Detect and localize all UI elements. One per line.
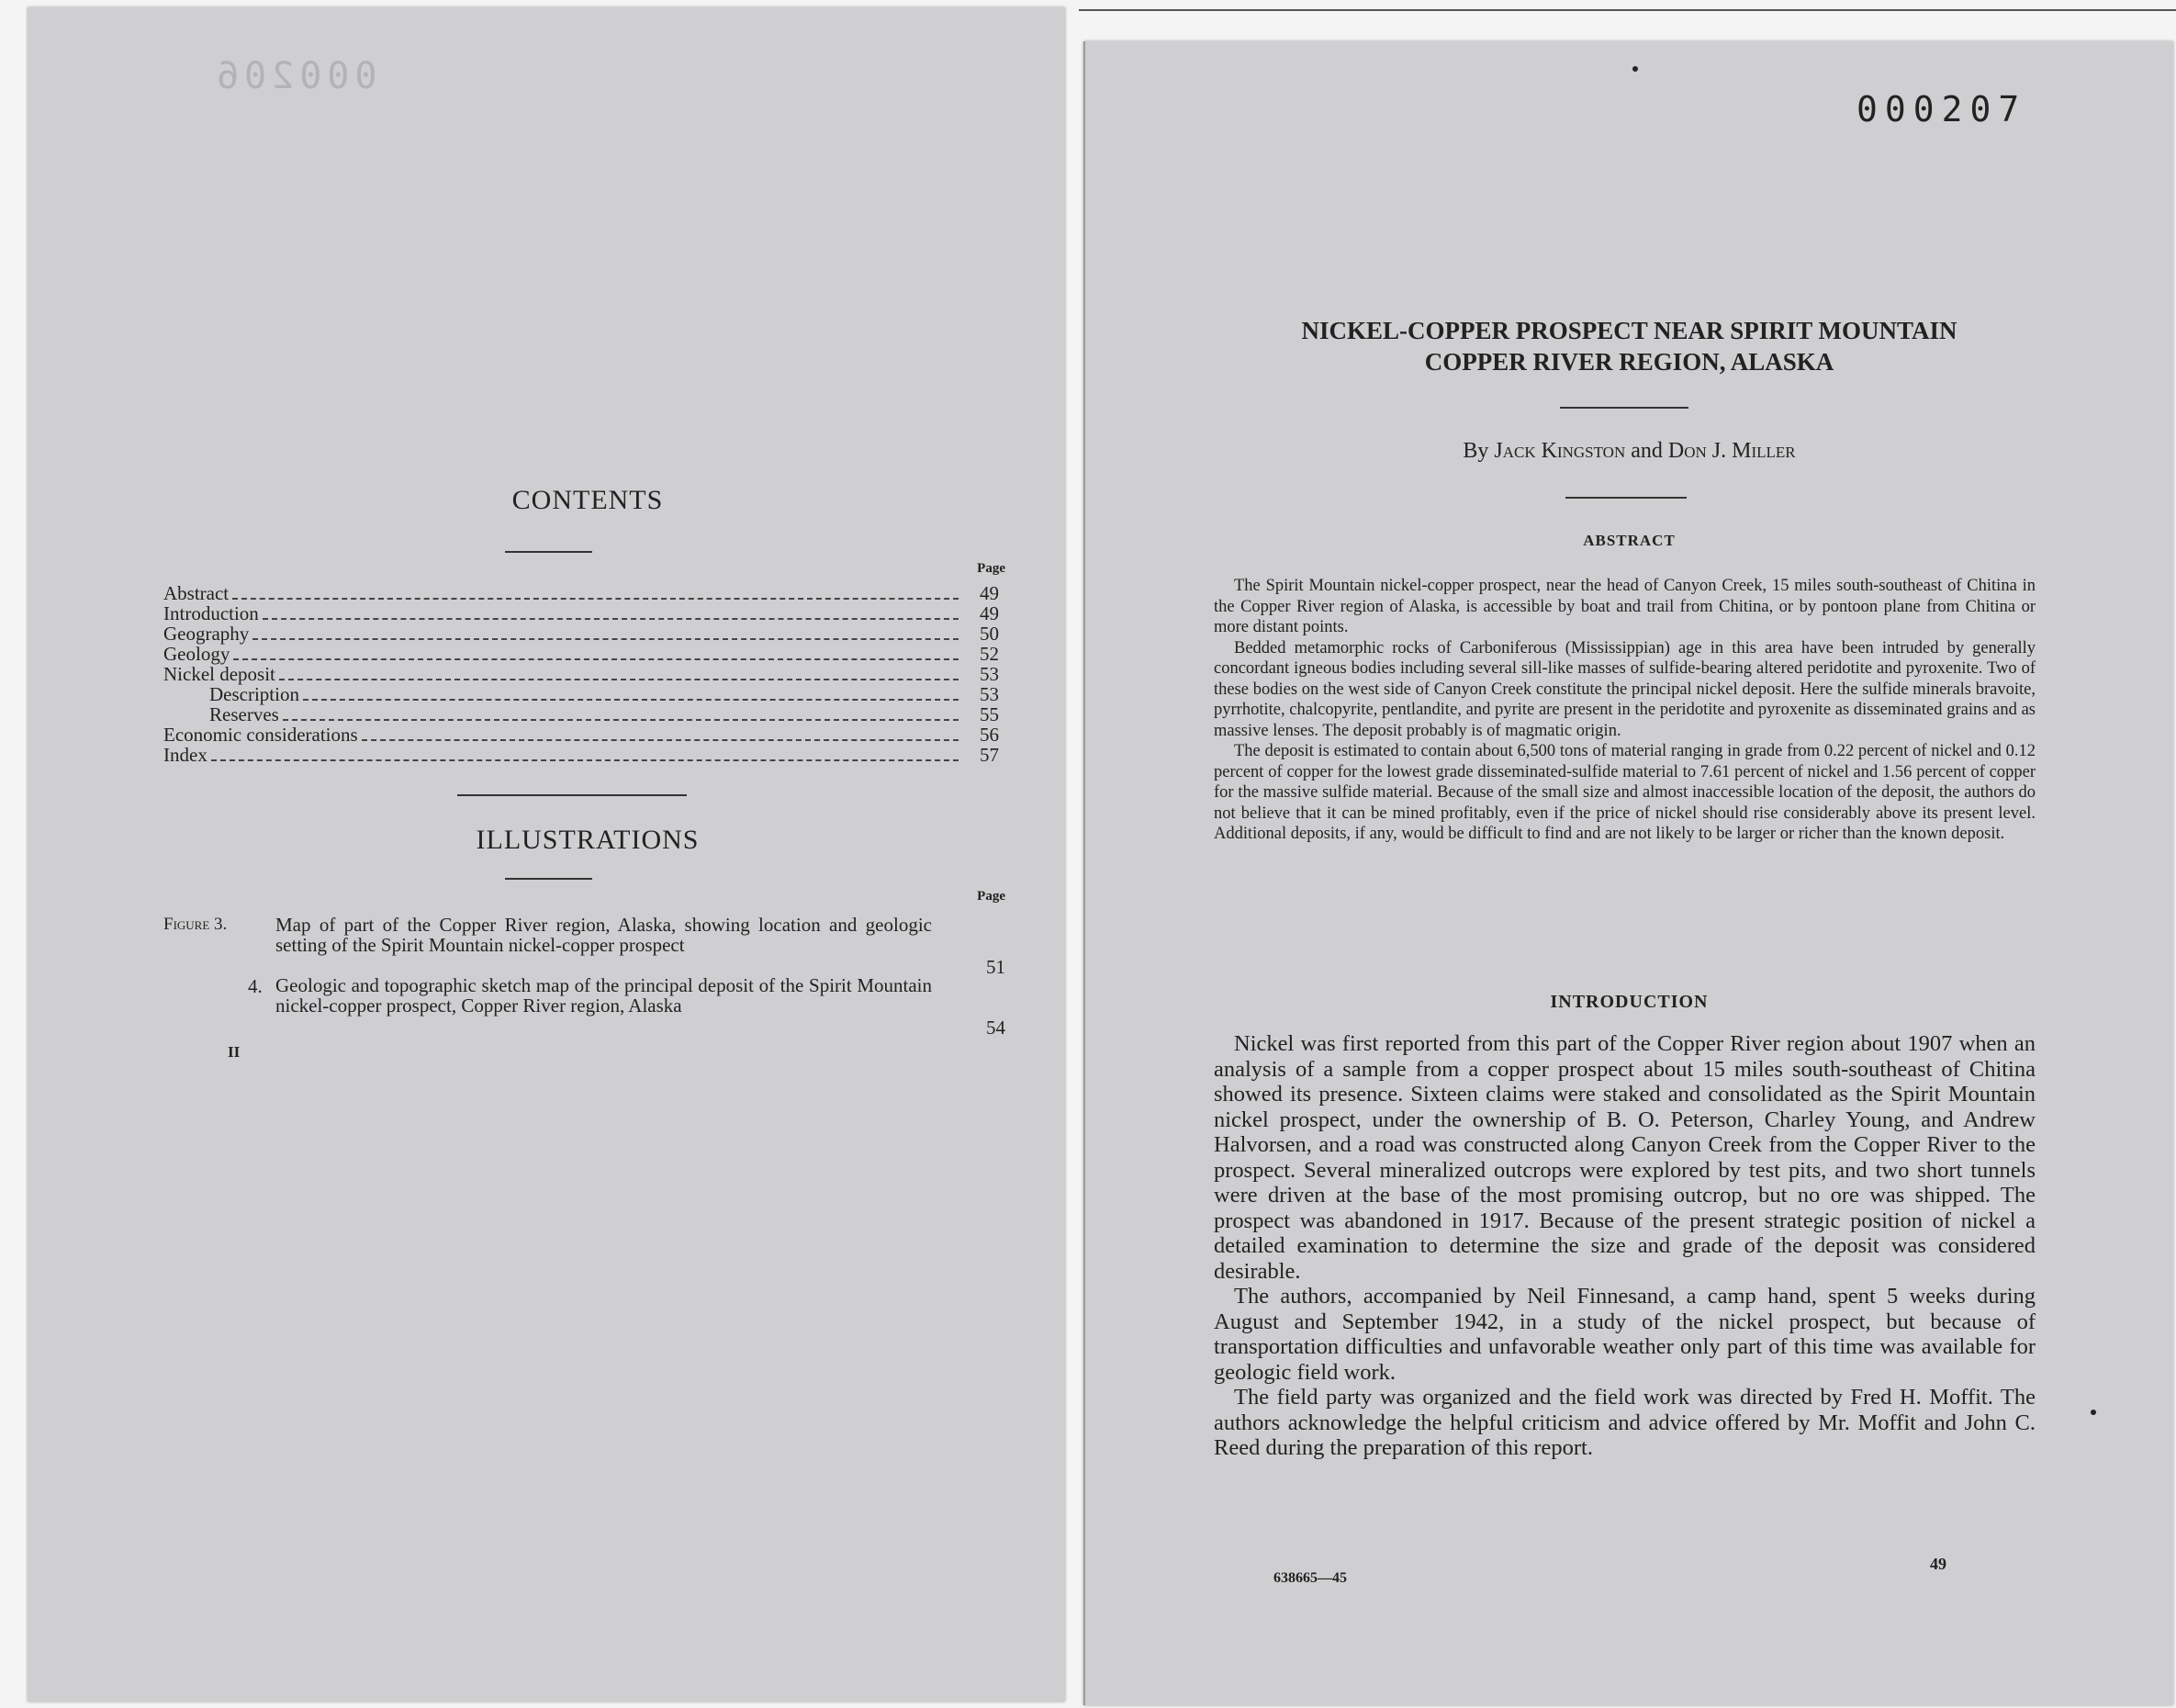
toc-leader [252, 638, 959, 640]
toc-entry [163, 645, 999, 666]
toc-entry-page: 57 [980, 744, 999, 766]
toc-entry-label: Description [209, 683, 299, 705]
folio: II [228, 1043, 241, 1061]
abstract-paragraph: The Spirit Mountain nickel-copper prospect, near the head of Canyon Creek, 15 miles south-southeast of Chitina in the Copper River region of Alaska, is accessible by boat and trail from Chitina, or by pontoon plane from Chitina or more distant points. [1214, 577, 2036, 636]
toc-entry-label: Economic considerations [163, 724, 358, 746]
author-1: Jack Kingston [1494, 439, 1626, 463]
toc-entry-page: 50 [980, 623, 999, 645]
ink-dot [1632, 66, 1638, 72]
toc-entry-page: 49 [980, 582, 999, 604]
introduction-heading: INTRODUCTION [1550, 992, 1709, 1012]
article-title-line2: COPPER RIVER REGION, ALASKA [1424, 348, 1834, 376]
page-number: 49 [1930, 1555, 1946, 1573]
figure-4-label: 4. [248, 975, 263, 997]
page-top-edge [1079, 9, 2176, 11]
article-title-line1: NICKEL-COPPER PROSPECT NEAR SPIRIT MOUNTAIN [1301, 317, 1957, 344]
illustrations-page-header: Page [977, 889, 1005, 904]
ink-dot [2091, 1410, 2096, 1415]
toc-entry-label: Introduction [163, 602, 259, 624]
figure-4-caption: Geologic and topographic sketch map of the principal deposit of the Spirit Mountain nickel-copper prospect, Copper River region, Alaska [275, 974, 932, 1017]
toc-leader [232, 598, 959, 600]
byline-by: By [1463, 439, 1489, 463]
toc-entry-label: Abstract [163, 582, 230, 604]
toc-entry [163, 584, 999, 605]
toc-entry-label: Reserves [209, 703, 279, 725]
intro-paragraph: The field party was organized and the field work was directed by Fred H. Moffit. The authors acknowledge the helpful criticism and advice offered by Mr. Moffit and John C. Reed during the preparation of this report. [1214, 1385, 2036, 1460]
page-stamp: 000207 [1856, 89, 2027, 129]
toc-entry [163, 604, 999, 625]
abstract-heading: ABSTRACT [1583, 532, 1676, 549]
toc-leader [211, 759, 959, 761]
introduction-body [1214, 1031, 2036, 1461]
toc-leader [362, 739, 959, 741]
figure-3-label: Figure 3. [163, 915, 228, 934]
toc-page-header: Page [977, 561, 1005, 576]
author-2: Don J. Miller [1667, 439, 1796, 463]
toc-entry-label: Geography [163, 623, 250, 645]
toc-entry-label: Index [163, 744, 208, 766]
toc-entry [163, 685, 999, 706]
section-divider [457, 794, 687, 796]
figure-3-caption: Map of part of the Copper River region, Alaska, showing location and geologic setting of the Spirit Mountain nickel-copper prospect [275, 914, 932, 956]
toc-leader [233, 658, 959, 660]
toc-entry-page: 55 [980, 703, 999, 725]
toc-entry-page: 53 [980, 663, 999, 685]
toc-entry [163, 624, 999, 646]
toc-leader [283, 719, 959, 721]
toc-leader [263, 618, 959, 620]
illustrations-rule [505, 878, 592, 880]
toc-entry-page: 49 [980, 602, 999, 624]
byline [1140, 439, 2118, 464]
toc-entry-page: 56 [980, 724, 999, 746]
byline-and: and [1631, 439, 1663, 463]
byline-rule [1565, 497, 1687, 499]
print-code: 638665—45 [1273, 1570, 1347, 1586]
intro-paragraph: Nickel was first reported from this part of the Copper River region about 1907 when an analysis of a sample from a copper prospect about 15 miles south-southeast of Chitina showed its presence. Sixteen claims were staked and consolidated as the Spirit Mountain nickel prospect, under the ownership of B. O. Peterson, Charley Young, and Andrew Halvorsen, and a road was constructed along Canyon Creek from the Copper River to the prospect. Several mineralized outcrops were explored by test pits, and two short tunnels were driven at the base of the most promising outcrop, but no ore was shipped. The prospect was abandoned in 1917. Because of the present strategic position of nickel a detailed examination to determine the size and grade of the deposit was considered desirable. [1214, 1031, 2036, 1284]
toc-entry-label: Geology [163, 643, 230, 665]
toc-entry [163, 746, 999, 767]
figure-4-page: 54 [986, 1017, 1005, 1039]
abstract-paragraph: The deposit is estimated to contain about 6,500 tons of material ranging in grade from 0.22 percent of nickel and 0.12 percent of copper for the lowest grade disseminated-sulfide material to 7.61 percent of nickel and 1.56 percent of copper for the massive sulfide material. Because of the small size and almost inaccessible location of the deposit, the authors do not believe that it can be mined profitably, even if the price of nickel should rise considerably above its present level. Additional deposits, if any, would be difficult to find and are not likely to be larger or richer than the known deposit. [1214, 742, 2036, 843]
toc-entry-page: 53 [980, 683, 999, 705]
abstract-body [1214, 576, 2036, 845]
right-page [1083, 41, 2173, 1705]
left-page [28, 7, 1065, 1702]
toc-leader [279, 679, 959, 680]
intro-paragraph: The authors, accompanied by Neil Finnesand, a camp hand, spent 5 weeks during August and September 1942, in a study of the nickel prospect, but because of transportation difficulties and unfavorable weather only part of this time was available for geologic field work. [1214, 1284, 2036, 1385]
ghost-page-stamp: 000206 [211, 55, 377, 97]
toc-entry-label: Nickel deposit [163, 663, 275, 685]
title-rule [1560, 407, 1688, 409]
toc-entry-page: 52 [980, 643, 999, 665]
toc-leader [303, 699, 959, 701]
contents-title: CONTENTS [511, 485, 664, 515]
contents-rule [505, 551, 592, 553]
toc-entry [163, 725, 999, 747]
illustrations-title: ILLUSTRATIONS [476, 825, 700, 855]
abstract-paragraph: Bedded metamorphic rocks of Carboniferous (Mississippian) age in this area have been intruded by generally concordant igneous bodies including several sill-like masses of sulfide-bearing altered peridotite and pyroxenite. Two of these bodies on the west side of Canyon Creek constitute the principal nickel deposit. Here the sulfide minerals bravoite, pyrrhotite, chalcopyrite, pentlandite, and pyrite are present in the peridotite and pyroxenite as disseminated grains and as massive lenses. The deposit probably is of magmatic origin. [1214, 638, 2036, 740]
figure-3-page: 51 [986, 956, 1005, 978]
